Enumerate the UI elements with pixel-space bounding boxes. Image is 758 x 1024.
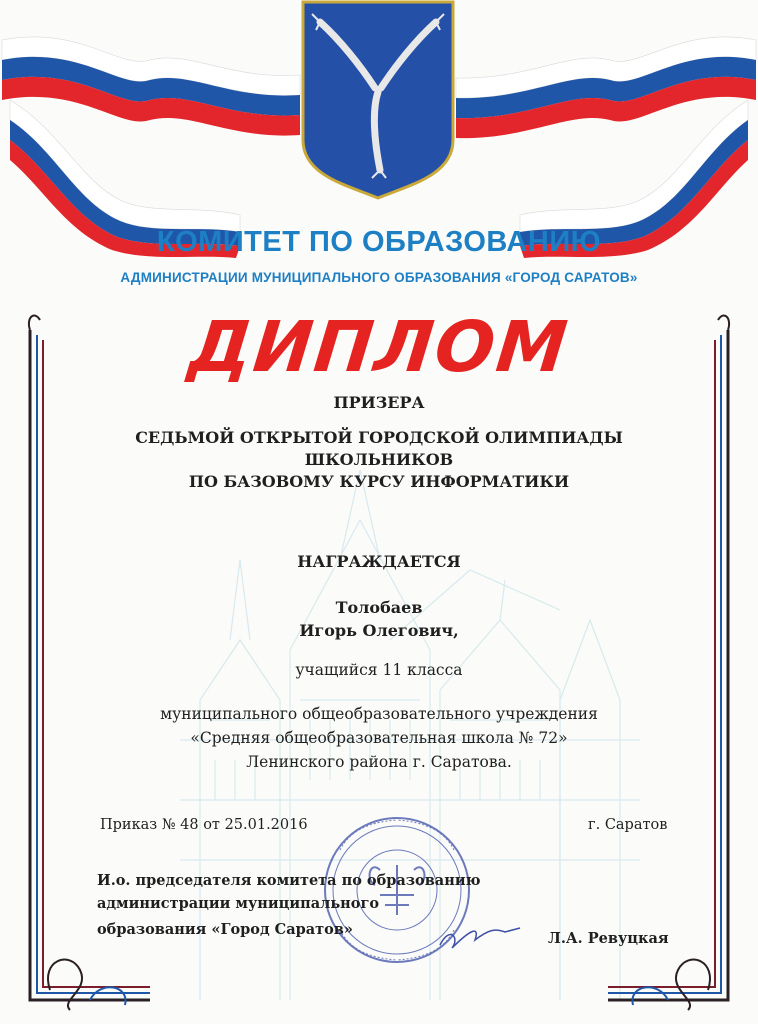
- committee-subtitle: АДМИНИСТРАЦИИ МУНИЦИПАЛЬНОГО ОБРАЗОВАНИЯ «ГОРОД САРАТОВ»: [120, 270, 638, 285]
- right-flag-ribbon: [456, 37, 756, 258]
- signatory-title-line-2: администрации муниципального: [97, 895, 380, 912]
- olympiad-line-1: СЕДЬМОЙ ОТКРЫТОЙ ГОРОДСКОЙ ОЛИМПИАДЫ: [135, 428, 623, 447]
- signatory-title-line-1: И.о. председателя комитета по образованию: [97, 872, 481, 889]
- student-last-name: Толобаев: [335, 598, 423, 617]
- institution-line-2: «Средняя общеобразовательная школа № 72»: [190, 729, 568, 747]
- order-reference: Приказ № 48 от 25.01.2016: [100, 817, 308, 833]
- official-seal-icon: [325, 818, 469, 962]
- student-first-names: Игорь Олегович,: [299, 621, 459, 640]
- city: г. Саратов: [588, 817, 668, 833]
- saratov-coat-of-arms-icon: [303, 2, 453, 198]
- recipient-role: ПРИЗЕРА: [333, 393, 425, 412]
- institution-line-1: муниципального общеобразовательного учреждения: [160, 705, 598, 723]
- student-grade: учащийся 11 класса: [295, 661, 463, 679]
- olympiad-line-2: ШКОЛЬНИКОВ: [304, 450, 454, 469]
- institution-line-3: Ленинского района г. Саратова.: [246, 753, 512, 771]
- left-flag-ribbon: [2, 37, 300, 258]
- signatory-title-line-3: образования «Город Саратов»: [97, 921, 353, 938]
- awarded-heading: НАГРАЖДАЕТСЯ: [297, 552, 461, 571]
- diploma-title: ДИПЛОМ: [185, 306, 573, 388]
- olympiad-line-3: ПО БАЗОВОМУ КУРСУ ИНФОРМАТИКИ: [188, 472, 570, 491]
- committee-title: КОМИТЕТ ПО ОБРАЗОВАНИЮ: [156, 226, 602, 258]
- signatory-name: Л.А. Ревуцкая: [548, 930, 669, 947]
